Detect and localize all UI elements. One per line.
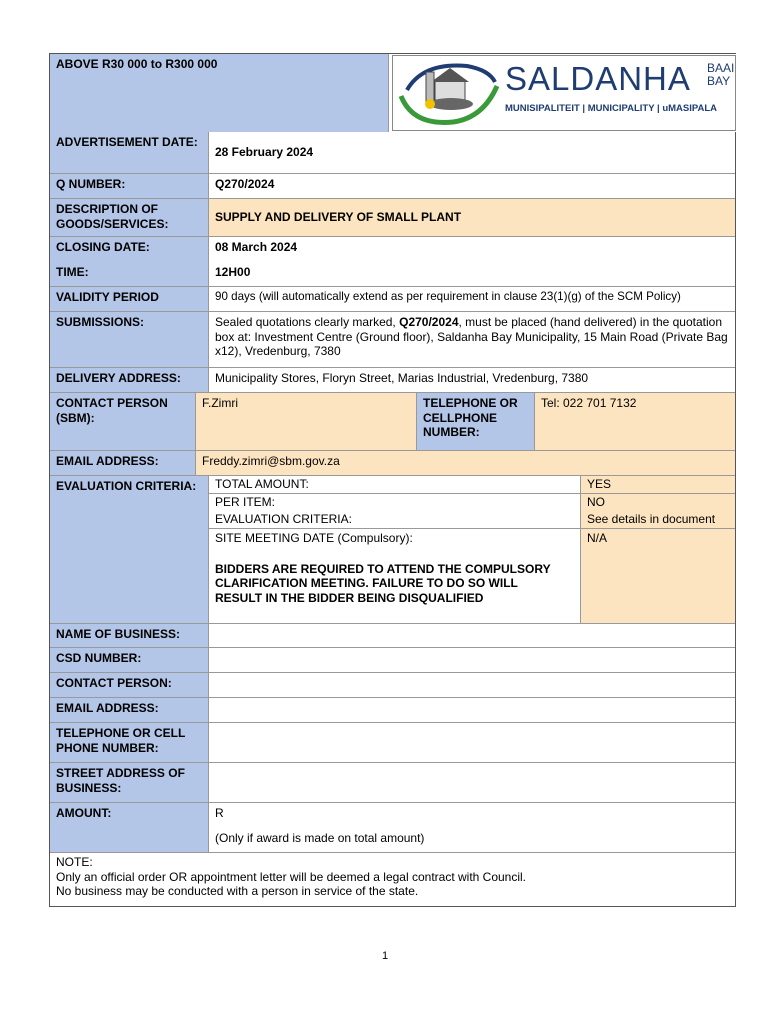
label-business-name: NAME OF BUSINESS: <box>50 624 208 647</box>
value-email: Freddy.zimri@sbm.gov.za <box>195 451 735 475</box>
eval-site-meeting <box>208 529 580 623</box>
submissions-reference: Q270/2024 <box>399 315 459 329</box>
logo-emblem-icon <box>393 56 503 130</box>
label-csd: CSD NUMBER: <box>50 648 208 672</box>
note-title: NOTE: <box>56 855 93 869</box>
row-bidder-email <box>50 698 735 723</box>
value-submissions <box>208 312 735 367</box>
value-advert-date: 28 February 2024 <box>208 132 735 173</box>
label-closing-date: CLOSING DATE: <box>50 237 208 262</box>
eval-item-name: SITE MEETING DATE (Compulsory): <box>215 531 413 545</box>
eval-item-value: N/A <box>580 529 735 623</box>
row-phone <box>50 723 735 763</box>
amount-currency: R <box>215 806 224 820</box>
municipality-logo <box>392 55 736 131</box>
eval-item-value: NO <box>580 494 735 511</box>
input-csd[interactable] <box>208 648 735 672</box>
eval-item-name: TOTAL AMOUNT: <box>208 476 580 494</box>
label-phone: TELEPHONE OR CELL PHONE NUMBER: <box>50 723 208 762</box>
input-business-name[interactable] <box>208 624 735 647</box>
header-row <box>50 54 735 132</box>
label-email: EMAIL ADDRESS: <box>50 451 195 475</box>
row-email <box>50 451 735 476</box>
label-delivery: DELIVERY ADDRESS: <box>50 368 208 392</box>
label-submissions: SUBMISSIONS: <box>50 312 208 367</box>
logo-tagline: MUNISIPALITEIT | MUNICIPALITY | uMASIPALA <box>505 103 718 114</box>
value-closing-date: 08 March 2024 <box>208 237 735 262</box>
value-delivery: Municipality Stores, Floryn Street, Marias Industrial, Vredenburg, 7380 <box>208 368 735 392</box>
value-range: ABOVE R30 000 to R300 000 <box>50 54 388 132</box>
value-q-number: Q270/2024 <box>208 174 735 198</box>
submissions-text-start: Sealed quotations clearly marked, <box>215 315 400 329</box>
label-q-number: Q NUMBER: <box>50 174 208 198</box>
eval-notice: BIDDERS ARE REQUIRED TO ATTEND THE COMPULSORY CLARIFICATION MEETING. FAILURE TO DO SO WILL RESULT IN THE BIDDER BEING DISQUALIFIED <box>215 561 551 605</box>
value-telephone: Tel: 022 701 7132 <box>534 393 735 450</box>
row-submissions <box>50 312 735 368</box>
submissions-text-end: , must be placed (hand delivered) in the quotation box at: Investment Centre (Ground floor), Saldanha Bay Municipality, 15 Main Road (Private Bag x12), Vredenburg, 7380 <box>215 315 728 358</box>
row-description <box>50 199 735 237</box>
label-contact-person: CONTACT PERSON: <box>50 673 208 697</box>
logo-wordmark: SALDANHA <box>505 60 691 97</box>
logo-bay: BAAI BAY <box>707 61 735 88</box>
row-time <box>50 262 735 287</box>
label-time: TIME: <box>50 262 208 286</box>
row-amount <box>50 803 735 853</box>
note-block <box>50 853 735 906</box>
row-q-number <box>50 174 735 199</box>
eval-item-name: PER ITEM: <box>208 494 580 511</box>
label-advert-date: ADVERTISEMENT DATE: <box>50 132 208 173</box>
eval-item-value: YES <box>580 476 735 494</box>
label-bidder-email: EMAIL ADDRESS: <box>50 698 208 722</box>
note-line: No business may be conducted with a person in service of the state. <box>56 884 419 898</box>
page-number: 1 <box>381 950 389 962</box>
input-street[interactable] <box>208 763 735 802</box>
row-note <box>50 853 735 906</box>
row-street <box>50 763 735 803</box>
row-validity <box>50 287 735 312</box>
value-time: 12H00 <box>208 262 735 286</box>
input-phone[interactable] <box>208 723 735 762</box>
input-bidder-email[interactable] <box>208 698 735 722</box>
eval-item-name: EVALUATION CRITERIA: <box>208 511 580 529</box>
row-delivery <box>50 368 735 393</box>
label-evaluation: EVALUATION CRITERIA: <box>50 476 208 623</box>
value-validity: 90 days (will automatically extend as per requirement in clause 23(1)(g) of the SCM Policy) <box>208 287 735 311</box>
value-contact: F.Zimri <box>195 393 416 450</box>
row-contact <box>50 393 735 451</box>
amount-note: (Only if award is made on total amount) <box>215 830 425 845</box>
row-business-name <box>50 623 735 648</box>
note-line: Only an official order OR appointment letter will be deemed a legal contract with Council. <box>56 869 527 884</box>
row-closing-date <box>50 237 735 262</box>
row-advert-date <box>50 132 735 174</box>
label-contact: CONTACT PERSON (SBM): <box>50 393 195 450</box>
label-amount: AMOUNT: <box>50 803 208 852</box>
label-street: STREET ADDRESS OF BUSINESS: <box>50 763 208 802</box>
label-validity: VALIDITY PERIOD <box>50 287 208 311</box>
label-telephone: TELEPHONE OR CELLPHONE NUMBER: <box>416 393 534 450</box>
row-evaluation <box>50 476 735 623</box>
quotation-form <box>49 53 736 907</box>
eval-item-value: See details in document <box>580 511 735 529</box>
label-description: DESCRIPTION OF GOODS/SERVICES: <box>50 199 208 236</box>
input-contact-person[interactable] <box>208 673 735 697</box>
value-description: SUPPLY AND DELIVERY OF SMALL PLANT <box>208 199 735 236</box>
row-contact-person <box>50 673 735 698</box>
row-csd <box>50 648 735 673</box>
input-amount[interactable] <box>208 803 735 852</box>
